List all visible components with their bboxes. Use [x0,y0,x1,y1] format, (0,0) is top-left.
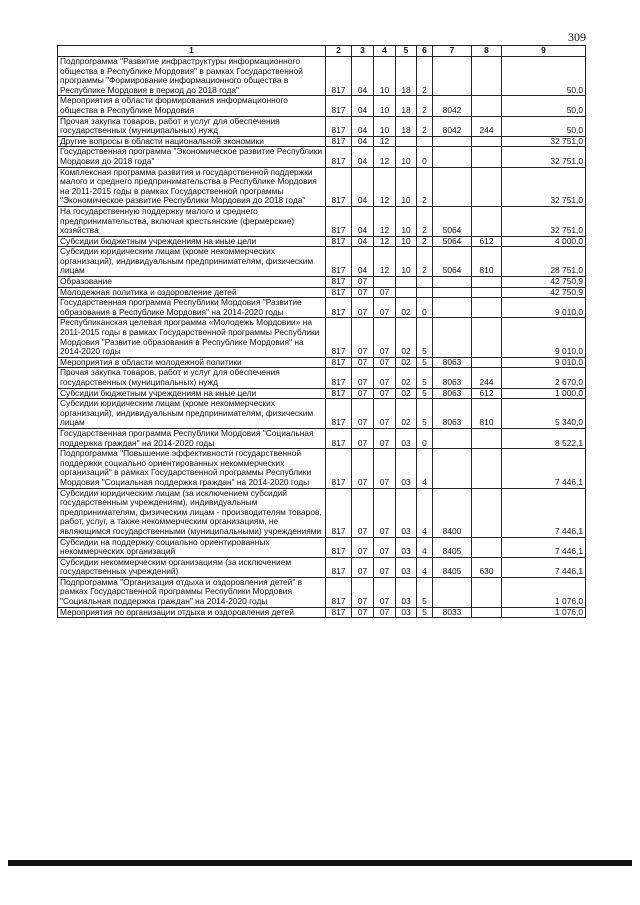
row-title: Подпрограмма "Повышение эффективности государственной поддержки социально ориентированных некоммерческих организаций" в рамках Государственной программы Республики Мордовия "Социальная поддержка граждан" на 2014-2020 годы [58,449,326,488]
row-code-5: 02 [396,368,417,388]
row-code-7: 8063 [433,368,472,388]
row-code-3: 07 [352,557,374,577]
row-code-6: 2 [417,206,433,236]
row-code-8 [472,167,502,206]
row-code-2: 817 [326,96,352,116]
row-code-7: 8063 [433,388,472,399]
row-code-7: 8042 [433,96,472,116]
table-header-row [58,46,586,57]
row-code-2: 817 [326,206,352,236]
row-code-5: 10 [396,147,417,167]
row-code-8 [472,206,502,236]
row-code-5: 03 [396,488,417,537]
row-title: Мероприятия в области формирования информационного общества в Республике Мордовия [58,96,326,116]
row-code-7 [433,147,472,167]
row-title: Другие вопросы в области национальной экономики [58,136,326,147]
table-row [58,277,586,288]
row-title: Субсидии юридическим лицам (кроме некоммерческих организаций), индивидуальным предпринимателям, физическим лицам [58,399,326,429]
column-header-9: 9 [502,46,586,57]
row-code-4: 12 [374,167,396,206]
row-title: Прочая закупка товаров, работ и услуг для обеспечения государственных (муниципальных) нужд [58,116,326,136]
row-code-8: 612 [472,236,502,247]
row-code-3: 04 [352,116,374,136]
row-code-7 [433,577,472,607]
row-code-8 [472,298,502,318]
row-code-3: 04 [352,147,374,167]
row-code-3: 07 [352,277,374,288]
table-row [58,96,586,116]
row-code-8: 244 [472,116,502,136]
row-code-2: 817 [326,136,352,147]
column-header-2: 2 [326,46,352,57]
row-code-7 [433,277,472,288]
row-title: Мероприятия в области молодежной политики [58,357,326,368]
row-code-3: 04 [352,247,374,277]
row-code-3: 07 [352,287,374,298]
row-code-3: 07 [352,449,374,488]
row-title: Подпрограмма "Развитие инфраструктуры информационного общества в Республике Мордовия" в рамках Государственной программы "Формирование информационного общества в Республике Мордовия в период до 2018 года" [58,57,326,96]
row-code-8 [472,136,502,147]
row-amount: 28 751,0 [502,247,586,277]
row-code-3: 04 [352,136,374,147]
row-amount: 7 446,1 [502,557,586,577]
row-code-5: 18 [396,96,417,116]
row-code-7 [433,449,472,488]
row-title: Государственная программа Республики Мордовия "Развитие образования в Республике Мордовия" на 2014-2020 годы [58,298,326,318]
row-code-6: 2 [417,57,433,96]
row-code-8: 630 [472,557,502,577]
row-code-6: 4 [417,557,433,577]
row-code-4: 12 [374,236,396,247]
row-code-7: 5064 [433,206,472,236]
row-amount: 9 010,0 [502,318,586,357]
row-code-6: 2 [417,236,433,247]
table-row [58,428,586,448]
row-code-8 [472,277,502,288]
row-code-7 [433,287,472,298]
row-code-3: 07 [352,368,374,388]
row-amount: 4 000,0 [502,236,586,247]
row-code-5: 03 [396,537,417,557]
row-code-7: 8400 [433,488,472,537]
row-code-5 [396,277,417,288]
row-code-7 [433,57,472,96]
row-code-7: 8042 [433,116,472,136]
row-code-6: 2 [417,167,433,206]
row-amount: 42 750,9 [502,287,586,298]
row-code-6: 5 [417,388,433,399]
table-row [58,136,586,147]
row-code-5: 10 [396,167,417,206]
row-code-3: 04 [352,57,374,96]
table-row [58,318,586,357]
row-code-2: 817 [326,357,352,368]
row-code-3: 07 [352,577,374,607]
row-code-4: 07 [374,357,396,368]
row-code-5: 03 [396,557,417,577]
row-code-2: 817 [326,368,352,388]
table-row [58,206,586,236]
row-code-3: 07 [352,357,374,368]
row-code-2: 817 [326,557,352,577]
table-row [58,557,586,577]
table-row [58,357,586,368]
row-amount: 42 750,9 [502,277,586,288]
row-code-7: 8033 [433,607,472,618]
row-code-6: 5 [417,357,433,368]
row-code-8 [472,488,502,537]
row-amount: 9 010,0 [502,357,586,368]
row-code-4: 07 [374,388,396,399]
page-number: 309 [568,30,586,44]
row-amount: 8 522,1 [502,428,586,448]
row-code-8 [472,428,502,448]
row-code-4: 07 [374,537,396,557]
row-title: Молодежная политика и оздоровление детей [58,287,326,298]
row-code-2: 817 [326,577,352,607]
row-code-2: 817 [326,236,352,247]
column-header-6: 6 [417,46,433,57]
column-header-8: 8 [472,46,502,57]
row-code-4: 12 [374,147,396,167]
row-code-6: 4 [417,488,433,537]
table-row [58,368,586,388]
row-code-5: 18 [396,116,417,136]
row-code-3: 07 [352,318,374,357]
row-code-5 [396,136,417,147]
row-code-8 [472,357,502,368]
row-code-8 [472,607,502,618]
row-code-8 [472,449,502,488]
row-amount: 9 010,0 [502,298,586,318]
row-code-8: 612 [472,388,502,399]
row-code-7 [433,428,472,448]
row-code-7: 8405 [433,537,472,557]
row-code-3: 07 [352,399,374,429]
row-title: Прочая закупка товаров, работ и услуг для обеспечения государственных (муниципальных) нужд [58,368,326,388]
row-code-3: 07 [352,298,374,318]
row-amount: 7 446,1 [502,537,586,557]
budget-table [57,45,586,618]
row-title: Республиканская целевая программа «Молодежь Мордовии» на 2011-2015 годы в рамках Государственной программы Республики Мордовия "Развитие образования в Республике Мордовия" на 2014-2020 годы [58,318,326,357]
row-code-8: 244 [472,368,502,388]
row-title: Субсидии юридическим лицам (кроме некоммерческих организаций), индивидуальным предпринимателям, физическим лицам [58,247,326,277]
row-code-2: 817 [326,537,352,557]
row-code-2: 817 [326,428,352,448]
row-code-8 [472,96,502,116]
row-code-6: 4 [417,537,433,557]
row-code-6 [417,287,433,298]
row-code-4: 07 [374,287,396,298]
row-code-3: 04 [352,96,374,116]
table-row [58,287,586,298]
row-amount: 1 076,0 [502,607,586,618]
row-code-3: 07 [352,537,374,557]
table-row [58,147,586,167]
row-amount: 32 751,0 [502,167,586,206]
row-title: Государственная программа "Экономическое развитие Республики Мордовия до 2018 года" [58,147,326,167]
row-code-6: 5 [417,399,433,429]
row-code-5: 02 [396,318,417,357]
row-code-2: 817 [326,167,352,206]
table-row [58,298,586,318]
row-code-6: 4 [417,449,433,488]
row-code-4: 07 [374,607,396,618]
row-code-7: 8063 [433,399,472,429]
row-code-3: 04 [352,167,374,206]
table-body [58,57,586,618]
row-code-2: 817 [326,147,352,167]
row-code-7: 8405 [433,557,472,577]
row-code-2: 817 [326,607,352,618]
row-code-5: 03 [396,577,417,607]
row-code-3: 07 [352,488,374,537]
row-title: Образование [58,277,326,288]
row-code-4: 07 [374,557,396,577]
row-code-4: 07 [374,399,396,429]
table-row [58,167,586,206]
row-code-2: 817 [326,277,352,288]
row-code-2: 817 [326,488,352,537]
row-code-2: 817 [326,247,352,277]
row-amount: 32 751,0 [502,147,586,167]
row-code-6 [417,136,433,147]
row-code-3: 07 [352,428,374,448]
row-code-7: 5064 [433,236,472,247]
row-title: Мероприятия по организации отдыха и оздоровления детей [58,607,326,618]
row-code-6: 5 [417,577,433,607]
row-amount: 5 340,0 [502,399,586,429]
row-amount: 7 446,1 [502,488,586,537]
row-code-6 [417,277,433,288]
row-code-5: 02 [396,399,417,429]
row-code-5: 03 [396,449,417,488]
row-code-2: 817 [326,318,352,357]
row-code-8 [472,577,502,607]
row-code-6: 5 [417,318,433,357]
row-code-5: 03 [396,428,417,448]
row-code-5: 02 [396,357,417,368]
row-code-5: 02 [396,298,417,318]
row-code-7: 8063 [433,357,472,368]
row-code-6: 0 [417,147,433,167]
row-code-4: 07 [374,449,396,488]
table-row [58,449,586,488]
row-title: Субсидии некоммерческим организациям (за исключением государственных учреждений) [58,557,326,577]
row-code-4: 10 [374,57,396,96]
row-code-3: 04 [352,206,374,236]
row-amount: 1 076,0 [502,577,586,607]
table-row [58,57,586,96]
row-code-6: 5 [417,607,433,618]
row-code-8 [472,147,502,167]
row-code-6: 2 [417,247,433,277]
row-code-4: 10 [374,96,396,116]
row-code-6: 2 [417,96,433,116]
row-code-4: 12 [374,206,396,236]
row-code-4: 12 [374,247,396,277]
row-code-7 [433,298,472,318]
row-code-3: 04 [352,236,374,247]
table-row [58,488,586,537]
row-title: Субсидии на поддержку социально ориентированных некоммерческих организаций [58,537,326,557]
column-header-7: 7 [433,46,472,57]
row-code-4: 12 [374,136,396,147]
row-title: Комплексная программа развития и государственной поддержки малого и среднего предпринимательства в Республике Мордовия на 2011-2015 годы в рамках Государственной программы "Экономическое развитие Республики Мордовия до 2018 года" [58,167,326,206]
row-code-5 [396,287,417,298]
row-code-3: 07 [352,388,374,399]
row-code-8 [472,287,502,298]
row-amount: 50,0 [502,57,586,96]
row-code-8 [472,57,502,96]
row-code-8 [472,318,502,357]
row-code-4: 07 [374,428,396,448]
row-code-7 [433,318,472,357]
row-code-5: 02 [396,388,417,399]
row-code-6: 0 [417,298,433,318]
column-header-4: 4 [374,46,396,57]
row-code-8: 810 [472,247,502,277]
row-code-3: 07 [352,607,374,618]
table-row [58,388,586,399]
table-row [58,577,586,607]
row-title: Субсидии бюджетным учреждениям на иные цели [58,388,326,399]
row-code-8 [472,537,502,557]
row-code-2: 817 [326,399,352,429]
row-code-7: 5064 [433,247,472,277]
scan-bottom-edge [8,860,632,866]
row-code-2: 817 [326,116,352,136]
row-code-7 [433,167,472,206]
row-title: Подпрограмма "Организация отдыха и оздоровления детей" в рамках Государственной программы Республики Мордовия "Социальная поддержка граждан" на 2014-2020 годы [58,577,326,607]
row-code-5: 10 [396,247,417,277]
row-code-8: 810 [472,399,502,429]
column-header-5: 5 [396,46,417,57]
row-code-5: 18 [396,57,417,96]
row-amount: 32 751,0 [502,136,586,147]
row-code-4: 07 [374,488,396,537]
row-amount: 7 446,1 [502,449,586,488]
row-code-4: 10 [374,116,396,136]
row-code-4: 07 [374,577,396,607]
table-row [58,537,586,557]
row-code-4 [374,277,396,288]
row-title: Субсидии юридическим лицам (за исключением субсидий государственным учреждениям), индивидуальным предпринимателям, физическим лицам - производителям товаров, работ, услуг, а также некоммерческим организациям, не являющимся государственными (муниципальными) учреждениями [58,488,326,537]
row-amount: 50,0 [502,96,586,116]
row-code-2: 817 [326,449,352,488]
row-code-6: 5 [417,368,433,388]
row-amount: 32 751,0 [502,206,586,236]
row-code-6: 2 [417,116,433,136]
row-code-2: 817 [326,298,352,318]
row-title: Субсидии бюджетным учреждениям на иные цели [58,236,326,247]
row-code-4: 07 [374,298,396,318]
row-code-6: 0 [417,428,433,448]
row-code-2: 817 [326,388,352,399]
column-header-1: 1 [58,46,326,57]
row-code-7 [433,136,472,147]
table-row [58,607,586,618]
row-title: На государственную поддержку малого и среднего предпринимательства, включая крестьянские (фермерские) хозяйства [58,206,326,236]
row-title: Государственная программа Республики Мордовия "Социальная поддержка граждан" на 2014-2020 годы [58,428,326,448]
row-code-2: 817 [326,287,352,298]
row-code-5: 03 [396,607,417,618]
table-row [58,399,586,429]
column-header-3: 3 [352,46,374,57]
table-row [58,116,586,136]
row-code-5: 10 [396,236,417,247]
row-amount: 1 000,0 [502,388,586,399]
row-code-5: 10 [396,206,417,236]
row-amount: 2 670,0 [502,368,586,388]
row-amount: 50,0 [502,116,586,136]
table-row [58,236,586,247]
row-code-4: 07 [374,368,396,388]
row-code-4: 07 [374,318,396,357]
row-code-2: 817 [326,57,352,96]
table-row [58,247,586,277]
